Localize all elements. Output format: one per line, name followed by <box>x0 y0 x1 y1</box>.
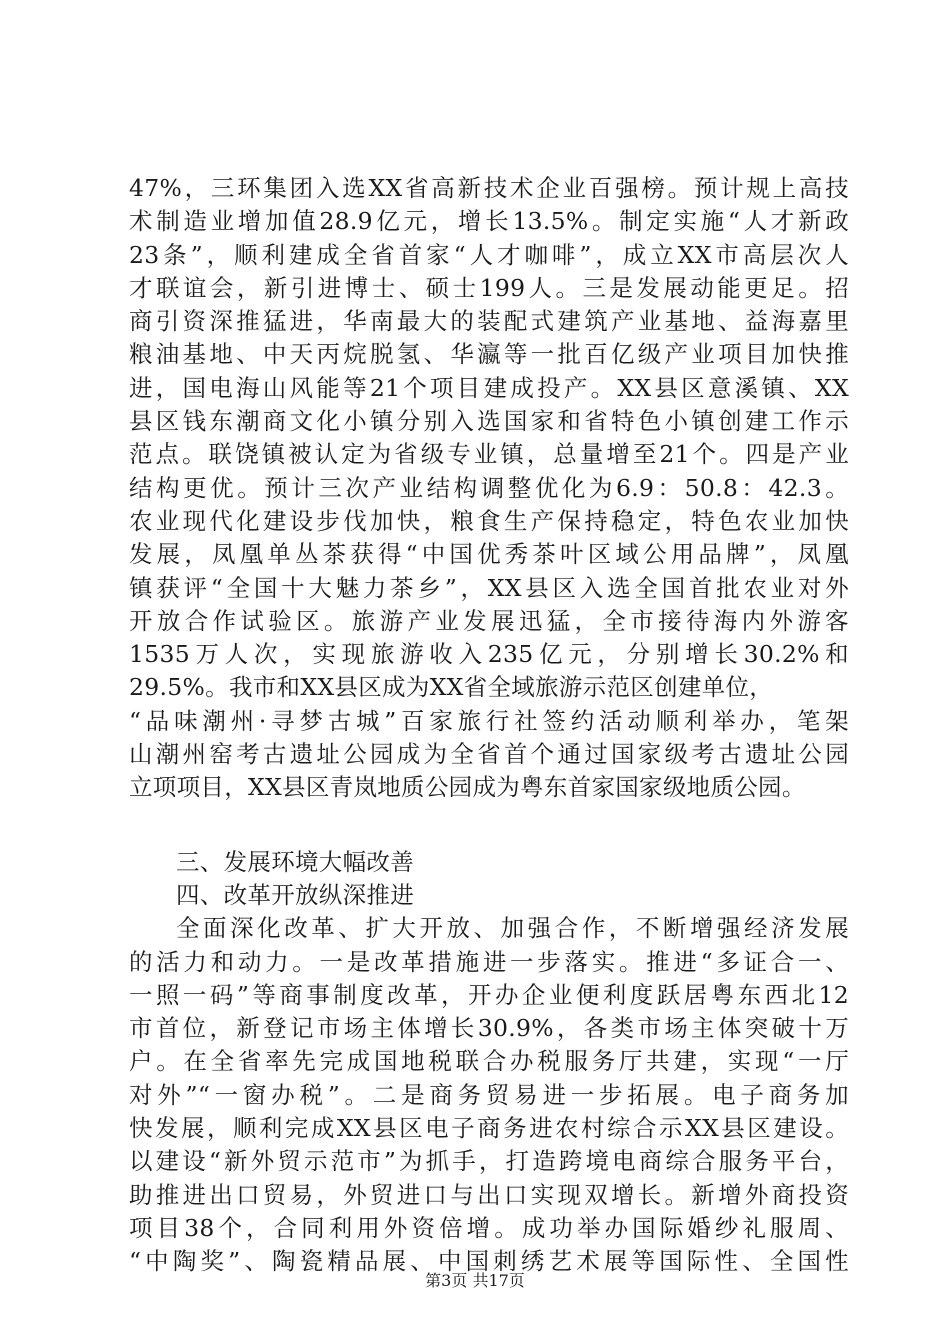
text-line: 范点。联饶镇被认定为省级专业镇，总量增至21个。四是产业 <box>129 440 849 469</box>
section-heading-3: 三、发展环境大幅改善 <box>176 847 414 876</box>
text-line: 1535万人次，实现旅游收入235亿元，分别增长30.2%和 <box>129 640 849 669</box>
text-line: 市首位，新登记市场主体增长30.9%，各类市场主体突破十万 <box>129 1014 849 1043</box>
text-line: 商引资深推猛进，华南最大的装配式建筑产业基地、益海嘉里 <box>129 307 849 336</box>
paragraph-economy <box>129 172 849 805</box>
text-line: 粮油基地、中天丙烷脱氢、华瀛等一批百亿级产业项目加快推 <box>129 340 849 369</box>
text-line: 术制造业增加值28.9亿元，增长13.5%。制定实施“人才新政 <box>129 207 849 236</box>
text-line: “中陶奖”、陶瓷精品展、中国刺绣艺术展等国际性、全国性 <box>129 1247 849 1276</box>
text-line: 县区钱东潮商文化小镇分别入选国家和省特色小镇创建工作示 <box>129 407 849 436</box>
text-line: “品味潮州·寻梦古城”百家旅行社签约活动顺利举办，笔架 <box>129 706 849 735</box>
text-line: 的活力和动力。一是改革措施进一步落实。推进“多证合一、 <box>129 947 849 976</box>
text-line: 进，国电海山风能等21个项目建成投产。XX县区意溪镇、XX <box>129 373 849 402</box>
text-line: 发展，凤凰单丛茶获得“中国优秀茶叶区域公用品牌”，凤凰 <box>129 540 849 569</box>
text-line: 农业现代化建设步伐加快，粮食生产保持稳定，特色农业加快 <box>129 506 849 535</box>
paragraph-gap <box>129 805 849 846</box>
text-line: 结构更优。预计三次产业结构调整优化为6.9：50.8：42.3。 <box>129 473 849 502</box>
paragraph-reform <box>129 912 849 1278</box>
text-line: 开放合作试验区。旅游产业发展迅猛，全市接待海内外游客 <box>129 606 849 635</box>
text-line: 才联谊会，新引进博士、硕士199人。三是发展动能更足。招 <box>129 273 849 302</box>
text-line: 23条”，顺利建成全省首家“人才咖啡”，成立XX市高层次人 <box>129 240 849 269</box>
text-line: 项目38个，合同利用外资倍增。成功举办国际婚纱礼服周、 <box>129 1213 849 1242</box>
text-line: 29.5%。我市和XX县区成为XX省全域旅游示范区创建单位， <box>129 673 774 702</box>
text-line: 镇获评“全国十大魅力茶乡”，XX县区入选全国首批农业对外 <box>129 573 849 602</box>
text-line: 立项项目，XX县区青岚地质公园成为粤东首家国家级地质公园。 <box>129 773 806 802</box>
text-line: 对外”“一窗办税”。二是商务贸易进一步拓展。电子商务加 <box>129 1080 849 1109</box>
page-footer <box>0 1268 950 1291</box>
text-line: 户。在全省率先完成国地税联合办税服务厅共建，实现“一厅 <box>129 1047 849 1076</box>
text-line: 助推进出口贸易，外贸进口与出口实现双增长。新增外商投资 <box>129 1180 849 1209</box>
text-line: 快发展，顺利完成XX县区电子商务进农村综合示XX县区建设。 <box>129 1114 849 1143</box>
text-line: 以建设“新外贸示范市”为抓手，打造跨境电商综合服务平台， <box>129 1147 849 1176</box>
page-number: 第3页 共17页 <box>425 1271 525 1290</box>
text-line: 47%，三环集团入选XX省高新技术企业百强榜。预计规上高技 <box>129 174 849 202</box>
text-line: 全面深化改革、扩大开放、加强合作，不断增强经济发展 <box>176 914 849 943</box>
document-body <box>129 172 849 1279</box>
section-heading-4: 四、改革开放纵深推进 <box>176 880 414 909</box>
text-line: 一照一码”等商事制度改革，开办企业便利度跃居粤东西北12 <box>129 980 849 1009</box>
text-line: 山潮州窑考古遗址公园成为全省首个通过国家级考古遗址公园 <box>129 740 849 769</box>
